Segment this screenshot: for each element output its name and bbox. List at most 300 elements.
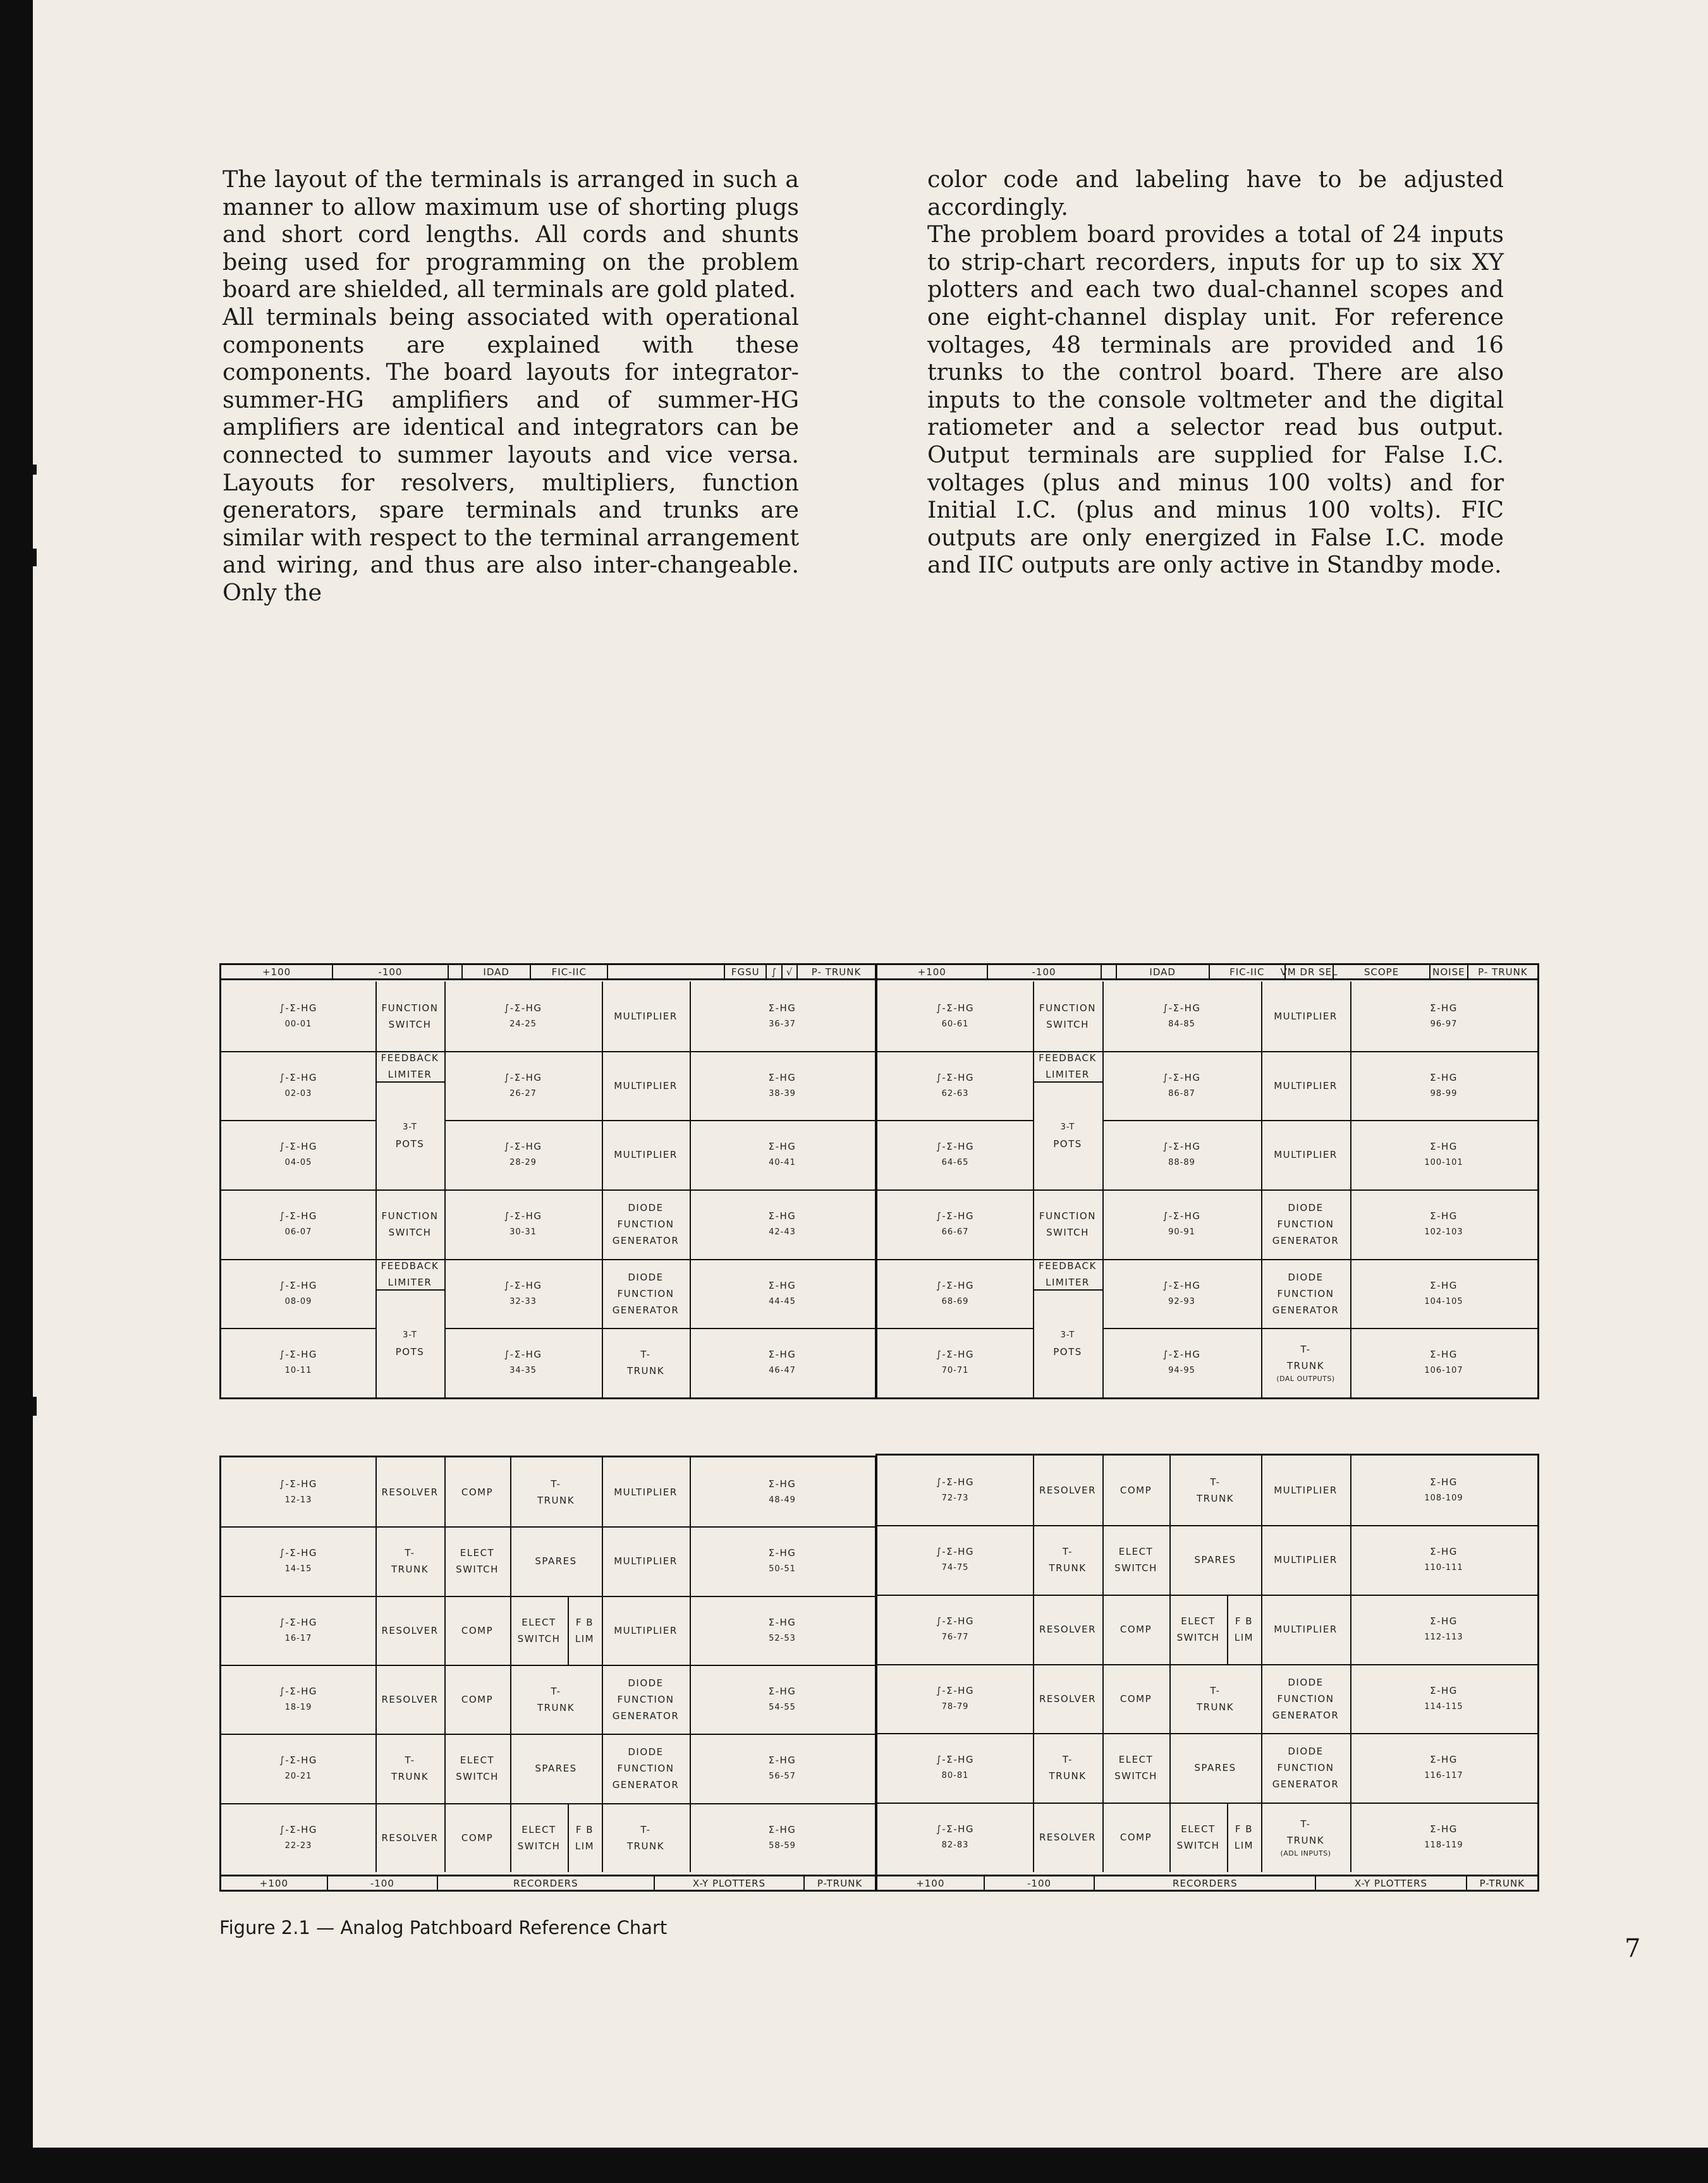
chart-cell — [375, 1665, 444, 1734]
chart-cell — [1350, 1456, 1537, 1525]
cell-text: COMP — [461, 1693, 494, 1705]
cell-text: 66-67 — [941, 1227, 969, 1237]
cell-text: LIMITER — [1046, 1277, 1090, 1288]
cell-text: (ADL INPUTS) — [1280, 1849, 1331, 1858]
chart-grid — [877, 1456, 1537, 1890]
cell-text: 62-63 — [941, 1088, 969, 1098]
cell-text: 116-117 — [1424, 1771, 1463, 1780]
cell-text: SWITCH — [1176, 1632, 1220, 1643]
header-label: FGSU — [725, 965, 767, 978]
chart-cell — [1102, 1051, 1261, 1120]
cell-text: ∫-Σ-HG — [1162, 1002, 1201, 1014]
cell-text: RESOLVER — [1039, 1624, 1097, 1635]
cell-text: Σ-HG — [1430, 1684, 1458, 1696]
chart-grid — [221, 1457, 875, 1890]
cell-text: 118-119 — [1424, 1840, 1463, 1850]
cell-text: RESOLVER — [381, 1832, 439, 1844]
cell-text: 00-01 — [284, 1019, 312, 1029]
cell-text: LIMITER — [387, 1277, 432, 1288]
cell-text: 80-81 — [941, 1771, 969, 1780]
chart-cell — [602, 1803, 690, 1872]
header-label: +100 — [877, 965, 988, 978]
chart-cell — [444, 1596, 510, 1665]
cell-text: MULTIPLIER — [1274, 1554, 1338, 1566]
cell-text: T- — [551, 1478, 561, 1490]
chart-cell — [690, 1803, 875, 1872]
chart-cell — [444, 1189, 602, 1259]
cell-text: ∫-Σ-HG — [504, 1210, 542, 1222]
cell-text: GENERATOR — [612, 1779, 680, 1791]
chart-cell — [510, 1526, 602, 1596]
header-label: -100 — [988, 965, 1102, 978]
cell-text: Σ-HG — [768, 1823, 796, 1835]
cell-text: 72-73 — [941, 1493, 969, 1503]
cell-text: SWITCH — [517, 1633, 561, 1645]
cell-text: Σ-HG — [768, 1279, 796, 1291]
chart-cell — [510, 1665, 602, 1734]
chart-cell — [444, 982, 602, 1051]
chart-cell — [1033, 982, 1102, 1051]
chart-cell — [375, 1189, 444, 1259]
cell-text: ELECT — [1118, 1546, 1154, 1557]
chart-cell — [1102, 1120, 1261, 1189]
cell-text: F B — [575, 1823, 594, 1835]
cell-text: FUNCTION — [1039, 1002, 1096, 1014]
chart-cell — [444, 1051, 602, 1120]
cell-text: SWITCH — [388, 1227, 432, 1238]
cell-text: Σ-HG — [768, 1478, 796, 1490]
cell-text: 58-59 — [769, 1840, 796, 1851]
chart-cell — [602, 1734, 690, 1803]
cell-text: 64-65 — [941, 1158, 969, 1167]
chart-cell — [221, 1259, 375, 1328]
chart-cell — [1261, 1456, 1350, 1525]
cell-text: 76-77 — [941, 1633, 969, 1642]
cell-text: GENERATOR — [612, 1710, 680, 1722]
cell-text: 82-83 — [941, 1840, 969, 1850]
cell-text: 102-103 — [1424, 1227, 1463, 1237]
cell-text: SWITCH — [456, 1771, 499, 1782]
chart-cell — [375, 1051, 444, 1081]
chart-cell — [568, 1803, 602, 1872]
cell-text: ∫-Σ-HG — [1162, 1141, 1201, 1152]
figure-caption: Figure 2.1 — Analog Patchboard Reference Chart — [219, 1917, 668, 1938]
cell-text: SPARES — [535, 1763, 577, 1774]
chart-cell — [221, 1457, 375, 1526]
binding-mark — [33, 549, 37, 566]
cell-text: 88-89 — [1168, 1158, 1195, 1167]
cell-text: F B — [1235, 1823, 1254, 1835]
cell-text: MULTIPLIER — [614, 1555, 678, 1567]
header-label: √ — [783, 965, 798, 978]
cell-text: LIM — [1234, 1632, 1254, 1643]
chart-cell — [1033, 1803, 1102, 1872]
cell-text: COMP — [461, 1486, 494, 1498]
chart-cell — [690, 1734, 875, 1803]
patchboard-chart-top-left — [219, 963, 877, 1399]
cell-text: Σ-HG — [1430, 1141, 1458, 1152]
cell-text: 50-51 — [769, 1564, 796, 1574]
chart-cell — [1350, 1051, 1537, 1120]
cell-text: COMP — [461, 1832, 494, 1844]
cell-text: FEEDBACK — [1039, 1260, 1097, 1272]
chart-cell — [375, 1457, 444, 1526]
cell-text: ∫-Σ-HG — [279, 1141, 318, 1152]
cell-text: LIM — [575, 1633, 595, 1645]
cell-text: 26-27 — [509, 1088, 537, 1098]
cell-text: ∫-Σ-HG — [504, 1002, 542, 1014]
cell-text: ∫-Σ-HG — [936, 1279, 975, 1291]
chart-cell — [1350, 1733, 1537, 1803]
chart-cell — [375, 1803, 444, 1872]
cell-text: 12-13 — [284, 1495, 312, 1505]
chart-cell — [221, 1328, 375, 1397]
cell-text: 60-61 — [941, 1019, 969, 1029]
cell-text: 36-37 — [769, 1019, 796, 1029]
chart-cell — [1169, 1664, 1261, 1733]
cell-text: 100-101 — [1424, 1158, 1463, 1167]
chart-cell — [1261, 1259, 1350, 1328]
chart-cell — [1033, 1456, 1102, 1525]
cell-text: Σ-HG — [1430, 1349, 1458, 1360]
cell-text: 74-75 — [941, 1563, 969, 1572]
chart-cell — [602, 1596, 690, 1665]
cell-text: 08-09 — [284, 1296, 312, 1306]
chart-cell — [1350, 982, 1537, 1051]
cell-text: ∫-Σ-HG — [504, 1349, 542, 1360]
cell-text: POTS — [395, 1138, 425, 1150]
header-label: FIC-IIC — [1210, 965, 1286, 978]
chart-cell — [1169, 1595, 1227, 1664]
chart-cell — [602, 1259, 690, 1328]
chart-cell — [1033, 1664, 1102, 1733]
cell-text: LIMITER — [1046, 1069, 1090, 1080]
cell-text: 68-69 — [941, 1296, 969, 1306]
cell-text: TRUNK — [626, 1840, 665, 1852]
cell-text: TRUNK — [391, 1771, 429, 1782]
header-label: SCOPE — [1334, 965, 1430, 978]
cell-text: ∫-Σ-HG — [504, 1071, 542, 1083]
header-label: +100 — [221, 965, 333, 978]
cell-text: 94-95 — [1168, 1366, 1195, 1375]
cell-text: 34-35 — [509, 1366, 537, 1375]
chart-cell — [690, 1457, 875, 1526]
chart-cell — [1261, 1051, 1350, 1120]
cell-text: Σ-HG — [768, 1616, 796, 1628]
chart-cell — [877, 1595, 1033, 1664]
chart-cell — [877, 1456, 1033, 1525]
cell-text: 02-03 — [284, 1088, 312, 1098]
cell-text: Σ-HG — [768, 1547, 796, 1559]
binding-mark — [33, 465, 37, 475]
header-label: -100 — [333, 965, 449, 978]
cell-text: SPARES — [1194, 1762, 1236, 1773]
chart-cell — [690, 1328, 875, 1397]
header-label: ∫ — [767, 965, 782, 978]
cell-text: FUNCTION — [1277, 1762, 1334, 1773]
chart-cell — [568, 1596, 602, 1665]
cell-text: FUNCTION — [1277, 1219, 1334, 1230]
chart-cell — [1261, 1595, 1350, 1664]
cell-text: 40-41 — [769, 1158, 796, 1167]
cell-text: ∫-Σ-HG — [504, 1141, 542, 1152]
cell-text: ∫-Σ-HG — [936, 1615, 975, 1627]
body-text-right-column — [927, 166, 1504, 579]
cell-text: RESOLVER — [1039, 1485, 1097, 1496]
patchboard-chart-bottom-left — [219, 1456, 877, 1892]
cell-text: TRUNK — [626, 1365, 665, 1377]
cell-text: FEEDBACK — [1039, 1052, 1097, 1064]
chart-cell — [1102, 982, 1261, 1051]
cell-text: T- — [405, 1754, 415, 1766]
cell-text: SWITCH — [1046, 1227, 1089, 1238]
cell-text: COMP — [1119, 1832, 1152, 1843]
cell-text: FUNCTION — [617, 1693, 674, 1705]
chart-cell — [602, 982, 690, 1051]
chart-cell — [1033, 1051, 1102, 1081]
cell-text: ∫-Σ-HG — [279, 1685, 318, 1697]
chart-cell — [1169, 1456, 1261, 1525]
cell-text: 92-93 — [1168, 1296, 1195, 1306]
cell-text: ∫-Σ-HG — [1162, 1279, 1201, 1291]
cell-text: SWITCH — [388, 1019, 432, 1030]
chart-cell — [602, 1189, 690, 1259]
cell-text: DIODE — [628, 1271, 664, 1283]
chart-cell — [510, 1803, 568, 1872]
cell-text: ∫-Σ-HG — [936, 1002, 975, 1014]
chart-cell — [221, 1526, 375, 1596]
cell-text: ELECT — [522, 1616, 556, 1628]
chart-cell — [690, 1526, 875, 1596]
cell-text: T- — [640, 1823, 651, 1835]
cell-text: FUNCTION — [381, 1002, 439, 1014]
chart-cell — [1261, 1189, 1350, 1259]
chart-grid — [221, 965, 875, 1397]
chart-cell — [877, 1328, 1033, 1397]
cell-text: GENERATOR — [612, 1235, 680, 1246]
chart-cell — [1033, 1733, 1102, 1803]
cell-text: T- — [405, 1547, 415, 1559]
chart-cell — [1033, 1189, 1102, 1259]
chart-cell — [690, 1189, 875, 1259]
cell-text: TRUNK — [1049, 1770, 1087, 1782]
chart-cell — [1102, 1189, 1261, 1259]
cell-text: SPARES — [535, 1555, 577, 1567]
cell-text: COMP — [1119, 1693, 1152, 1705]
cell-text: SWITCH — [1176, 1840, 1220, 1851]
cell-text: FUNCTION — [1277, 1287, 1334, 1299]
cell-text: 104-105 — [1424, 1296, 1463, 1306]
cell-text: 84-85 — [1168, 1019, 1195, 1029]
cell-text: ∫-Σ-HG — [279, 1478, 318, 1490]
cell-text: RESOLVER — [381, 1693, 439, 1705]
footer-label: +100 — [877, 1876, 985, 1890]
cell-text: ∫-Σ-HG — [504, 1279, 542, 1291]
chart-cell — [1102, 1664, 1169, 1733]
cell-text: DIODE — [1288, 1202, 1324, 1213]
cell-text: 18-19 — [284, 1702, 312, 1712]
cell-text: POTS — [395, 1346, 425, 1358]
cell-text: MULTIPLIER — [614, 1079, 678, 1092]
cell-text: FUNCTION — [617, 1287, 674, 1299]
cell-text: 22-23 — [284, 1840, 312, 1851]
paragraph: color code and labeling have to be adjusted accordingly. — [927, 166, 1504, 221]
header-label: IDAD — [463, 965, 531, 978]
cell-text: Σ-HG — [1430, 1615, 1458, 1627]
cell-text: 30-31 — [509, 1227, 537, 1237]
chart-cell — [444, 1665, 510, 1734]
cell-text: LIM — [575, 1840, 595, 1852]
chart-cell — [877, 1733, 1033, 1803]
chart-cell — [602, 1665, 690, 1734]
cell-text: MULTIPLIER — [1274, 1149, 1338, 1160]
footer-label: X-Y PLOTTERS — [655, 1876, 805, 1890]
chart-cell — [877, 1259, 1033, 1328]
chart-cell — [602, 1328, 690, 1397]
footer-label: -100 — [985, 1876, 1095, 1890]
chart-cell — [1261, 1803, 1350, 1872]
chart-cell — [1169, 1803, 1227, 1872]
chart-cell — [877, 1803, 1033, 1872]
cell-text: ∫-Σ-HG — [279, 1071, 318, 1083]
cell-text: GENERATOR — [1272, 1304, 1339, 1316]
chart-cell — [375, 1259, 444, 1289]
chart-cell — [1102, 1456, 1169, 1525]
cell-text: 48-49 — [769, 1495, 796, 1505]
cell-text: ∫-Σ-HG — [279, 1279, 318, 1291]
cell-text: Σ-HG — [768, 1754, 796, 1766]
cell-text: SWITCH — [1046, 1019, 1089, 1030]
cell-text: T- — [1300, 1818, 1311, 1830]
paragraph: All terminals being associated with operational components are explained with these components. The board layouts for integrator-summer-HG amplifiers and of summer-HG amplifiers are identical and integrators can be connected to summer layouts and vice versa. Layouts for resolvers, multipliers, function generators, spare terminals and trunks are similar with respect to the terminal arrangement and wiring, and thus are also inter-changeable. Only the — [223, 303, 799, 606]
cell-text: ∫-Σ-HG — [936, 1210, 975, 1222]
cell-text: 46-47 — [769, 1366, 796, 1375]
cell-text: DIODE — [1288, 1676, 1324, 1688]
cell-text: 3-T — [403, 1330, 417, 1340]
chart-cell — [602, 1051, 690, 1120]
chart-cell — [690, 1596, 875, 1665]
cell-text: ∫-Σ-HG — [279, 1754, 318, 1766]
chart-cell — [1102, 1595, 1169, 1664]
cell-text: Σ-HG — [1430, 1279, 1458, 1291]
chart-cell — [690, 1120, 875, 1189]
binding-mark — [33, 1397, 37, 1416]
chart-cell — [1102, 1525, 1169, 1595]
cell-text: MULTIPLIER — [614, 1011, 678, 1022]
cell-text: POTS — [1053, 1346, 1082, 1358]
cell-text: 54-55 — [769, 1702, 796, 1712]
cell-text: ∫-Σ-HG — [936, 1476, 975, 1488]
chart-cell — [510, 1457, 602, 1526]
cell-text: MULTIPLIER — [614, 1624, 678, 1636]
cell-text: TRUNK — [1049, 1562, 1087, 1574]
footer-label: RECORDERS — [1095, 1876, 1316, 1890]
cell-text: 78-79 — [941, 1701, 969, 1712]
chart-cell — [602, 1120, 690, 1189]
chart-cell — [444, 1526, 510, 1596]
chart-cell — [221, 982, 375, 1051]
cell-text: ELECT — [522, 1823, 556, 1835]
cell-text: 28-29 — [509, 1158, 537, 1167]
chart-cell — [444, 1734, 510, 1803]
cell-text: TRUNK — [391, 1564, 429, 1575]
cell-text: TRUNK — [1286, 1360, 1325, 1371]
chart-cell — [1033, 1525, 1102, 1595]
chart-cell — [221, 1051, 375, 1120]
cell-text: RESOLVER — [381, 1624, 439, 1636]
cell-text: 52-53 — [769, 1633, 796, 1643]
cell-text: 86-87 — [1168, 1088, 1195, 1098]
cell-text: COMP — [461, 1624, 494, 1636]
cell-text: ∫-Σ-HG — [1162, 1071, 1201, 1083]
cell-text: 56-57 — [769, 1772, 796, 1781]
paragraph: The problem board provides a total of 24 inputs to strip-chart recorders, inputs for up to six XY plotters and each two dual-channel scopes and one eight-channel display unit. For reference voltages, 48 terminals are provided and 16 trunks to the control board. There are also inputs to the console voltmeter and the digital ratiometer and a selector read bus output. Output terminals are supplied for False I.C. voltages (plus and minus 100 volts) and for Initial I.C. (plus and minus 100 volts). FIC outputs are only energized in False I.C. mode and IIC outputs are only active in Standby mode. — [927, 221, 1504, 579]
chart-cell — [1350, 1328, 1537, 1397]
chart-cell — [444, 1259, 602, 1328]
chart-grid — [877, 965, 1537, 1397]
chart-cell — [1033, 1595, 1102, 1664]
chart-cell — [1261, 1120, 1350, 1189]
chart-cell — [1350, 1595, 1537, 1664]
cell-text: ∫-Σ-HG — [279, 1002, 318, 1014]
header-label: IDAD — [1117, 965, 1210, 978]
header-label: P- TRUNK — [1478, 966, 1528, 978]
cell-text: DIODE — [628, 1677, 664, 1689]
cell-text: Σ-HG — [1430, 1002, 1458, 1014]
chart-cell — [1350, 1189, 1537, 1259]
cell-text: 14-15 — [284, 1564, 312, 1574]
cell-text: Σ-HG — [768, 1141, 796, 1152]
cell-text: ∫-Σ-HG — [279, 1210, 318, 1222]
chart-cell — [444, 1457, 510, 1526]
chart-cell — [1350, 1259, 1537, 1328]
cell-text: Σ-HG — [1430, 1071, 1458, 1083]
cell-text: Σ-HG — [1430, 1823, 1458, 1835]
cell-text: MULTIPLIER — [614, 1486, 678, 1498]
cell-text: Σ-HG — [1430, 1546, 1458, 1557]
cell-text: Σ-HG — [1430, 1754, 1458, 1765]
chart-cell — [1102, 1803, 1169, 1872]
cell-text: FUNCTION — [1277, 1693, 1334, 1705]
cell-text: MULTIPLIER — [1274, 1079, 1338, 1092]
cell-text: LIMITER — [387, 1069, 432, 1080]
cell-text: Σ-HG — [768, 1210, 796, 1222]
cell-text: DIODE — [1288, 1271, 1324, 1283]
cell-text: ∫-Σ-HG — [936, 1141, 975, 1152]
cell-text: GENERATOR — [612, 1304, 680, 1316]
chart-cell — [877, 1189, 1033, 1259]
chart-cell — [602, 1457, 690, 1526]
footer-label: P-TRUNK — [1479, 1877, 1525, 1889]
chart-cell — [1261, 1733, 1350, 1803]
cell-text: T- — [1062, 1754, 1073, 1765]
cell-text: RESOLVER — [1039, 1832, 1097, 1843]
chart-cell — [1261, 1328, 1350, 1397]
cell-text: MULTIPLIER — [1274, 1011, 1338, 1022]
cell-text: 96-97 — [1430, 1019, 1458, 1029]
cell-text: 106-107 — [1424, 1366, 1463, 1375]
cell-text: ∫-Σ-HG — [1162, 1349, 1201, 1360]
cell-text: 110-111 — [1424, 1563, 1463, 1572]
cell-text: 10-11 — [284, 1366, 312, 1375]
chart-cell — [1102, 1259, 1261, 1328]
cell-text: ∫-Σ-HG — [936, 1071, 975, 1083]
cell-text: T- — [1300, 1344, 1311, 1355]
chart-cell — [221, 1803, 375, 1872]
chart-cell — [690, 982, 875, 1051]
chart-cell — [1033, 1259, 1102, 1289]
cell-text: F B — [575, 1616, 594, 1628]
